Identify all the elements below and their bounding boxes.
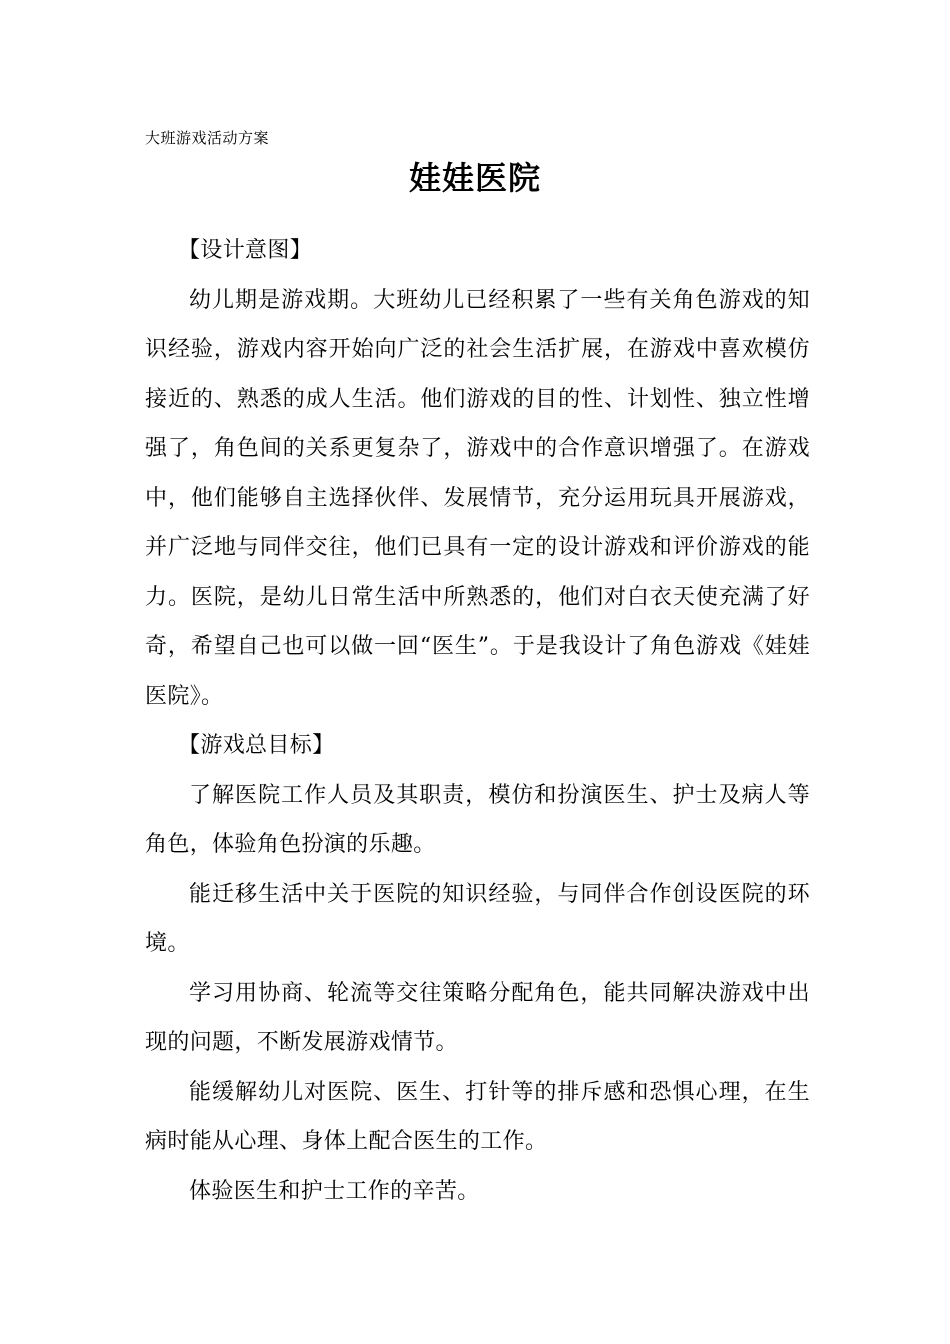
document-title: 娃娃医院 [408, 159, 541, 197]
paragraph-goal-3: 学习用协商、轮流等交往策略分配角色，能共同解决游戏中出现的问题，不断发展游戏情节。 [145, 980, 810, 1055]
document-body [145, 226, 810, 1216]
paragraph-goal-4: 能缓解幼儿对医院、医生、打针等的排斥感和恐惧心理，在生病时能从心理、身体上配合医生的工作。 [145, 1079, 810, 1154]
section-heading-game-goals: 【游戏总目标】 [178, 733, 335, 758]
paragraph-goal-1: 了解医院工作人员及其职责，模仿和扮演医生、护士及病人等角色，体验角色扮演的乐趣。 [145, 782, 810, 857]
paragraph-design-intent: 幼儿期是游戏期。大班幼儿已经积累了一些有关角色游戏的知识经验，游戏内容开始向广泛的社会生活扩展，在游戏中喜欢模仿接近的、熟悉的成人生活。他们游戏的目的性、计划性、独立性增强了，角色间的关系更复杂了，游戏中的合作意识增强了。在游戏中，他们能够自主选择伙伴、发展情节，充分运用玩具开展游戏，并广泛地与同伴交往，他们已具有一定的设计游戏和评价游戏的能力。医院，是幼儿日常生活中所熟悉的，他们对白衣天使充满了好奇，希望自己也可以做一回“医生”。于是我设计了角色游戏《娃娃医院》。 [145, 287, 810, 709]
document-header-label: 大班游戏活动方案 [145, 129, 270, 147]
section-heading-design-intent: 【设计意图】 [178, 238, 313, 263]
paragraph-goal-2: 能迁移生活中关于医院的知识经验，与同伴合作创设医院的环境。 [145, 881, 810, 956]
paragraph-goal-5: 体验医生和护士工作的辛苦。 [189, 1178, 480, 1204]
